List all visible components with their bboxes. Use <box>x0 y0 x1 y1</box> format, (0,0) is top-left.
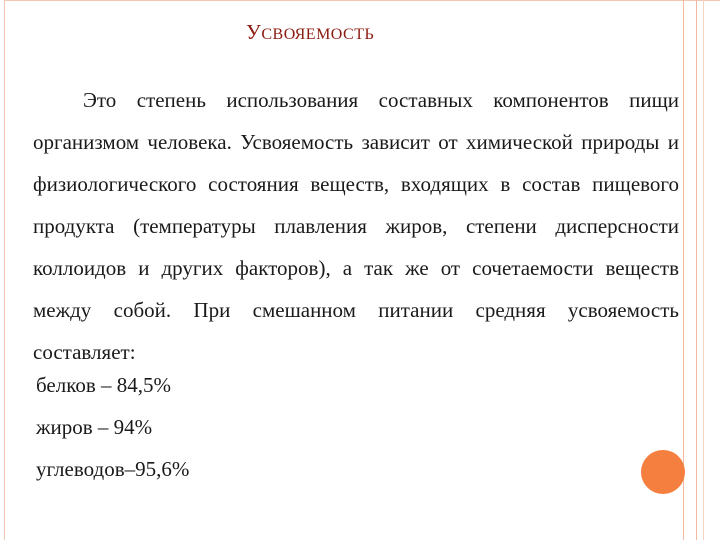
frame-line-top <box>4 0 720 1</box>
list-item-proteins: белков – 84,5% <box>36 373 172 397</box>
accent-circle <box>641 450 685 494</box>
list-item-carbohydrates: углеводов–95,6% <box>36 457 190 481</box>
slide-title-first-letter: У <box>246 20 262 44</box>
frame-line-right-outer <box>703 0 704 540</box>
frame-line-right-middle <box>696 0 697 540</box>
slide-title-rest: СВОЯЕМОСТЬ <box>261 26 375 43</box>
frame-line-right-inner <box>683 0 684 540</box>
slide-title <box>246 20 374 45</box>
body-paragraph: Это степень использования составных компонентов пищи организмом человека. Усвояемость зависит от химической природы и физиологического состояния веществ, входящих в состав пищевого продукта (температуры плавления жиров, степени дисперсности коллоидов и других факторов), а так же от сочетаемости веществ между собой. При смешанном питании средняя усвояемость составляет: <box>33 88 679 364</box>
frame-line-left <box>4 0 5 540</box>
digestibility-list <box>36 364 189 490</box>
list-item-fats: жиров – 94% <box>36 415 153 439</box>
